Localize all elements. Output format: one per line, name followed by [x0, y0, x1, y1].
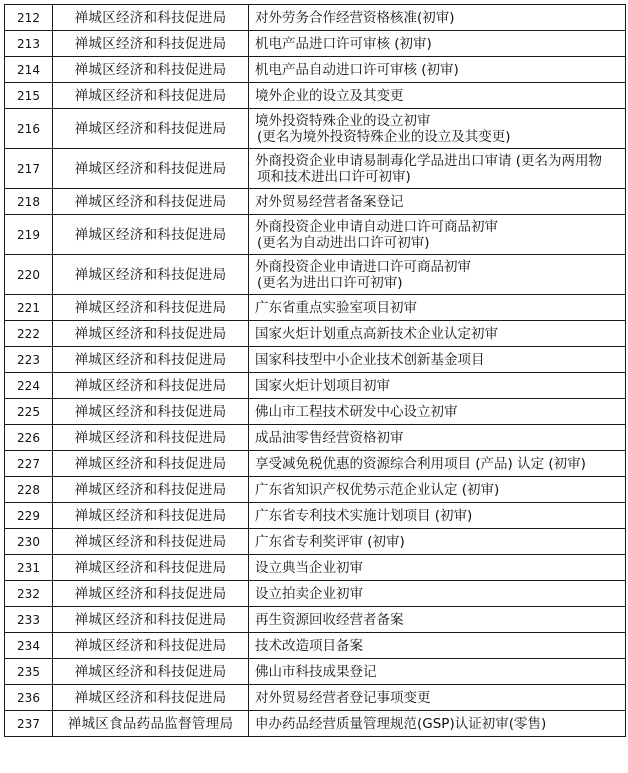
table-row — [5, 295, 626, 321]
department-cell: 禅城区经济和科技促进局 — [53, 373, 249, 399]
row-number: 221 — [5, 295, 53, 321]
item-text-line: 技术改造项目备案 — [255, 637, 363, 654]
table-row — [5, 659, 626, 685]
item-cell — [249, 451, 626, 477]
item-cell — [249, 31, 626, 57]
table-row — [5, 685, 626, 711]
item-cell — [249, 215, 626, 255]
item-text-line: 再生资源回收经营者备案 — [255, 611, 404, 628]
table-row — [5, 529, 626, 555]
table-row — [5, 109, 626, 149]
item-cell — [249, 711, 626, 737]
item-text-line: 境外投资特殊企业的设立初审 — [255, 112, 431, 129]
table-row — [5, 477, 626, 503]
row-number: 231 — [5, 555, 53, 581]
item-cell — [249, 607, 626, 633]
row-number: 220 — [5, 255, 53, 295]
row-number: 217 — [5, 149, 53, 189]
department-cell: 禅城区经济和科技促进局 — [53, 83, 249, 109]
item-text-line: (更名为境外投资特殊企业的设立及其变更) — [257, 128, 511, 145]
department-cell: 禅城区经济和科技促进局 — [53, 581, 249, 607]
table-row — [5, 189, 626, 215]
document-page — [4, 4, 625, 737]
table-row — [5, 451, 626, 477]
item-cell — [249, 295, 626, 321]
table-row — [5, 255, 626, 295]
department-cell: 禅城区经济和科技促进局 — [53, 503, 249, 529]
row-number: 218 — [5, 189, 53, 215]
table-row — [5, 57, 626, 83]
department-cell: 禅城区食品药品监督管理局 — [53, 711, 249, 737]
department-cell: 禅城区经济和科技促进局 — [53, 477, 249, 503]
item-cell — [249, 503, 626, 529]
row-number: 227 — [5, 451, 53, 477]
item-text-line: (更名为进出口许可初审) — [257, 274, 403, 291]
row-number: 214 — [5, 57, 53, 83]
row-number: 229 — [5, 503, 53, 529]
item-text-line: 机电产品进口许可审核 (初审) — [255, 35, 432, 52]
table-row — [5, 607, 626, 633]
department-cell: 禅城区经济和科技促进局 — [53, 321, 249, 347]
item-text-line: 设立拍卖企业初审 — [255, 585, 363, 602]
item-text-line: 机电产品自动进口许可审核 (初审) — [255, 61, 459, 78]
row-number: 223 — [5, 347, 53, 373]
table-row — [5, 215, 626, 255]
item-cell — [249, 5, 626, 31]
item-cell — [249, 529, 626, 555]
department-cell: 禅城区经济和科技促进局 — [53, 607, 249, 633]
row-number: 226 — [5, 425, 53, 451]
department-cell: 禅城区经济和科技促进局 — [53, 529, 249, 555]
department-cell: 禅城区经济和科技促进局 — [53, 659, 249, 685]
item-text-line: 广东省知识产权优势示范企业认定 (初审) — [255, 481, 500, 498]
item-text-line: 对外劳务合作经营资格核准(初审) — [255, 9, 455, 26]
department-cell: 禅城区经济和科技促进局 — [53, 451, 249, 477]
row-number: 224 — [5, 373, 53, 399]
department-cell: 禅城区经济和科技促进局 — [53, 255, 249, 295]
row-number: 234 — [5, 633, 53, 659]
item-text-line: 申办药品经营质量管理规范(GSP)认证初审(零售) — [255, 715, 547, 732]
department-cell: 禅城区经济和科技促进局 — [53, 149, 249, 189]
row-number: 232 — [5, 581, 53, 607]
row-number: 233 — [5, 607, 53, 633]
item-text-line: 对外贸易经营者登记事项变更 — [255, 689, 431, 706]
department-cell: 禅城区经济和科技促进局 — [53, 295, 249, 321]
item-cell — [249, 477, 626, 503]
department-cell: 禅城区经济和科技促进局 — [53, 57, 249, 83]
department-cell: 禅城区经济和科技促进局 — [53, 189, 249, 215]
department-cell: 禅城区经济和科技促进局 — [53, 685, 249, 711]
item-cell — [249, 633, 626, 659]
table-row — [5, 5, 626, 31]
table-row — [5, 555, 626, 581]
item-text-line: 项和技术进出口许可初审) — [257, 168, 411, 185]
item-text-line: 外商投资企业申请易制毒化学品进出口审请 (更名为两用物 — [255, 152, 603, 169]
item-text-line: 广东省重点实验室项目初审 — [255, 299, 417, 316]
item-text-line: 广东省专利奖评审 (初审) — [255, 533, 405, 550]
item-cell — [249, 373, 626, 399]
row-number: 225 — [5, 399, 53, 425]
item-text-line: 境外企业的设立及其变更 — [255, 87, 404, 104]
item-cell — [249, 83, 626, 109]
item-text-line: 成品油零售经营资格初审 — [255, 429, 404, 446]
department-cell: 禅城区经济和科技促进局 — [53, 109, 249, 149]
department-cell: 禅城区经济和科技促进局 — [53, 633, 249, 659]
item-cell — [249, 555, 626, 581]
row-number: 215 — [5, 83, 53, 109]
items-table-body — [5, 5, 626, 737]
item-text-line: 国家科技型中小企业技术创新基金项目 — [255, 351, 485, 368]
item-text-line: 设立典当企业初审 — [255, 559, 363, 576]
table-row — [5, 399, 626, 425]
row-number: 222 — [5, 321, 53, 347]
row-number: 213 — [5, 31, 53, 57]
department-cell: 禅城区经济和科技促进局 — [53, 31, 249, 57]
item-text-line: 国家火炬计划重点高新技术企业认定初审 — [255, 325, 498, 342]
row-number: 212 — [5, 5, 53, 31]
table-row — [5, 711, 626, 737]
items-table — [4, 4, 626, 737]
item-text-line: (更名为自动进出口许可初审) — [257, 234, 430, 251]
row-number: 228 — [5, 477, 53, 503]
item-cell — [249, 685, 626, 711]
item-cell — [249, 659, 626, 685]
table-row — [5, 425, 626, 451]
item-text-line: 享受减免税优惠的资源综合利用项目 (产品) 认定 (初审) — [255, 455, 586, 472]
item-cell — [249, 321, 626, 347]
department-cell: 禅城区经济和科技促进局 — [53, 347, 249, 373]
table-row — [5, 83, 626, 109]
item-cell — [249, 189, 626, 215]
row-number: 219 — [5, 215, 53, 255]
item-cell — [249, 57, 626, 83]
row-number: 230 — [5, 529, 53, 555]
item-text-line: 佛山市科技成果登记 — [255, 663, 377, 680]
table-row — [5, 31, 626, 57]
table-row — [5, 373, 626, 399]
row-number: 216 — [5, 109, 53, 149]
item-cell — [249, 347, 626, 373]
department-cell: 禅城区经济和科技促进局 — [53, 399, 249, 425]
department-cell: 禅城区经济和科技促进局 — [53, 5, 249, 31]
item-cell — [249, 399, 626, 425]
row-number: 237 — [5, 711, 53, 737]
item-text-line: 对外贸易经营者备案登记 — [255, 193, 404, 210]
item-text-line: 广东省专利技术实施计划项目 (初审) — [255, 507, 473, 524]
table-row — [5, 503, 626, 529]
department-cell: 禅城区经济和科技促进局 — [53, 425, 249, 451]
department-cell: 禅城区经济和科技促进局 — [53, 215, 249, 255]
item-text-line: 外商投资企业申请自动进口许可商品初审 — [255, 218, 498, 235]
table-row — [5, 149, 626, 189]
table-row — [5, 581, 626, 607]
item-text-line: 国家火炬计划项目初审 — [255, 377, 390, 394]
department-cell: 禅城区经济和科技促进局 — [53, 555, 249, 581]
item-cell — [249, 255, 626, 295]
item-cell — [249, 109, 626, 149]
item-text-line: 外商投资企业申请进口许可商品初审 — [255, 258, 471, 275]
item-cell — [249, 149, 626, 189]
item-cell — [249, 425, 626, 451]
item-cell — [249, 581, 626, 607]
row-number: 235 — [5, 659, 53, 685]
table-row — [5, 321, 626, 347]
table-row — [5, 633, 626, 659]
table-row — [5, 347, 626, 373]
row-number: 236 — [5, 685, 53, 711]
item-text-line: 佛山市工程技术研发中心设立初审 — [255, 403, 458, 420]
